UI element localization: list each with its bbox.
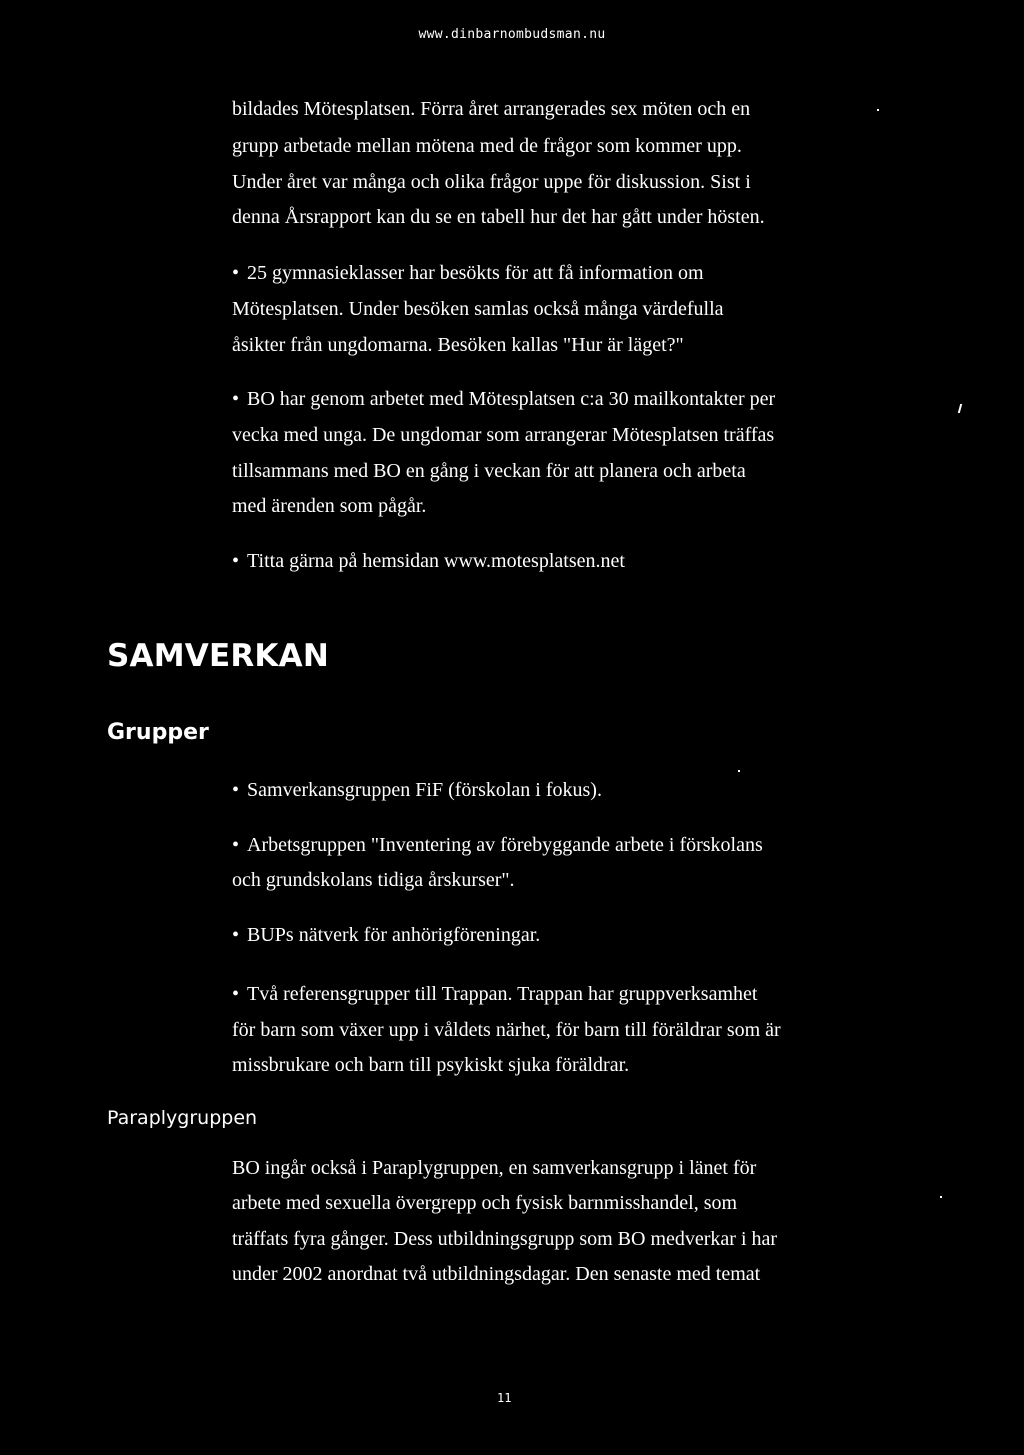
list-item-line: • 25 gymnasieklasser har besökts för att få information om [232, 262, 704, 285]
subheading-umbrella: Paraplygruppen [107, 1107, 258, 1129]
intro-line: Under året var många och olika frågor uppe för diskussion. Sist i [232, 171, 751, 193]
list-item-line: • Titta gärna på hemsidan www.motesplatsen.net [232, 550, 625, 573]
list-item-line: • Två referensgrupper till Trappan. Trappan har gruppverksamhet [232, 983, 757, 1006]
list-item-line: • BUPs nätverk för anhörigföreningar. [232, 924, 540, 947]
intro-line: bildades Mötesplatsen. Förra året arrangerades sex möten och en [232, 98, 751, 120]
list-item-line: • BO har genom arbetet med Mötesplatsen c:a 30 mailkontakter per [232, 388, 775, 411]
page-number: 11 [497, 1391, 512, 1405]
list-item-line: missbrukare och barn till psykiskt sjuka föräldrar. [232, 1054, 630, 1076]
scan-speck [940, 1196, 942, 1198]
umbrella-line: BO ingår också i Paraplygruppen, en samverkansgrupp i länet för [232, 1157, 757, 1179]
list-item-line: • Samverkansgruppen FiF (förskolan i fokus). [232, 779, 602, 802]
list-item-line: tillsammans med BO en gång i veckan för att planera och arbeta [232, 460, 746, 482]
list-item-line: vecka med unga. De ungdomar som arrangerar Mötesplatsen träffas [232, 424, 775, 446]
list-item-line: Mötesplatsen. Under besöken samlas också många värdefulla [232, 298, 724, 320]
umbrella-line: under 2002 anordnat två utbildningsdagar. Den senaste med temat [232, 1263, 761, 1285]
header-url: www.dinbarnombudsman.nu [418, 27, 606, 42]
list-item-line: och grundskolans tidiga årskurser". [232, 869, 515, 891]
list-item-line: med ärenden som pågår. [232, 495, 427, 517]
list-item-line: • Arbetsgruppen "Inventering av förebyggande arbete i förskolans [232, 834, 763, 857]
subheading-groups: Grupper [107, 720, 209, 745]
umbrella-line: arbete med sexuella övergrepp och fysisk barnmisshandel, som [232, 1192, 738, 1214]
intro-line: grupp arbetade mellan mötena med de frågor som kommer upp. [232, 135, 742, 157]
section-title: SAMVERKAN [107, 638, 329, 674]
intro-line: denna Årsrapport kan du se en tabell hur det har gått under hösten. [232, 206, 765, 228]
scan-speck [958, 404, 962, 413]
list-item-line: för barn som växer upp i våldets närhet, för barn till föräldrar som är [232, 1019, 781, 1041]
list-item-line: åsikter från ungdomarna. Besöken kallas "Hur är läget?" [232, 334, 684, 356]
umbrella-line: träffats fyra gånger. Dess utbildningsgrupp som BO medverkar i har [232, 1228, 778, 1250]
scan-speck [738, 770, 740, 772]
scan-speck [877, 109, 879, 111]
